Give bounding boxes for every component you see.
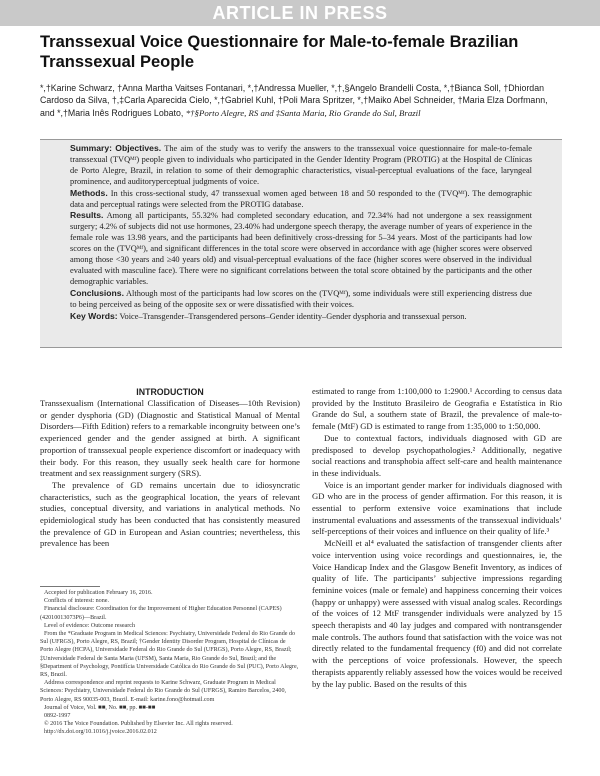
methods-label: Methods. — [70, 187, 108, 198]
footnote-journal: Journal of Voice, Vol. ■■, No. ■■, pp. ■■-■■ — [44, 704, 156, 711]
footnote-evidence: Level of evidence: Outcome research — [44, 622, 136, 629]
keywords-label: Key Words: — [70, 310, 118, 321]
footnote-rule — [40, 586, 100, 587]
keywords-text: Voice–Transgender–Transgendered persons–Gender identity–Gender dysphoria and transsexual person. — [119, 311, 467, 321]
article-title: Transsexual Voice Questionnaire for Male-to-female Brazilian Transsexual People — [40, 33, 519, 71]
intro-paragraph-1: Transsexualism (International Classification of Diseases—10th Revision) or gender dysphoria (GD) (Diagnostic and Statistical Manual of Mental Disorders—Fifth Edition) refers to a remarkable incongruity between one’s experienced gender and the gender assigned at birth. A significant proportion of transsexual people experience discomfort or inadequacy with their body. For this reason, they usually seek health care for hormone treatment and sex reassignment surgery (SRS). — [40, 398, 300, 479]
results-text: Among all participants, 55.32% had completed secondary education, and 72.34% had not undergone a sex reassignment surgery; 4.2% of subjects did not use hormones, 23.40% had undergone speech therapy, the average number of years of experience in the female role was 13.98 years, and the participants had been definitively cross-dressing for 5–34 years. Most of the participants had low scores on the (TVQᴹᶠ), and significant differences in the total score were observed in accordance with age (higher scores were observed among those <30 years and ≥40 years old) and visual-perceptual evaluations of the face (higher scores were observed in the individual evaluated with masculine face). There were no significant correlations between the total score obtained by the participants and the other demographic variables. — [70, 211, 532, 286]
footnotes — [40, 586, 300, 737]
summary-label: Summary: — [70, 143, 113, 153]
abstract-methods — [70, 188, 532, 211]
abstract-results — [70, 210, 532, 287]
footnote-affiliations: From the *Graduate Program in Medical Sciences: Psychiatry, Universidade Federal do Rio Grande do Sul (UFRGS), Porto Alegre, RS, Brazil; †Gender Identity Disorder Program, Hospital de Clínicas de Porto Alegre (HCPA), Universidade Federal do Rio Grande do Sul (UFRGS), Porto Alegre, RS, Brazil; ‡Universidade Federal de Santa Maria (UFSM), Santa Maria, Rio Grande do Sul, Brazil; and the §Department of Psychology, Pontifícia Universidade Católica do Rio Grande do Sul (PUC), Porto Alegre, RS, Brazil. — [40, 631, 299, 679]
methods-text: In this cross-sectional study, 47 transsexual women aged between 18 and 50 responded to the (TVQᴹᶠ). The demographic data and perceptual ratings were selected from the PROTIG database. — [70, 188, 532, 209]
right-paragraph-1: estimated to range from 1:100,000 to 1:2900.¹ According to census data provided by the Instituto Brasileiro de Geografia e Estatística in Rio Grande do Sul, a southern state of Brazil, the prevalence of male-to-female (MtF) GD is estimated to range from 1:35,000 to 1:50,000. — [312, 386, 562, 432]
left-column — [40, 386, 300, 550]
right-paragraph-3: Voice is an important gender marker for individuals diagnosed with GD who are in the process of gender affirmation. For this reason, it is essential to perform extensive voice examinations that include instrumental evaluations and assessments of the transsexual individuals’ self-perceptions of their voices and influence on their quality of life.³ — [312, 479, 562, 537]
right-column — [312, 386, 562, 690]
affiliation-text: *†§Porto Alegre, RS and ‡Santa Maria, Rio Grande do Sul, Brazil — [185, 107, 421, 118]
footnote-issn: 0892-1997 — [44, 713, 71, 720]
footnote-doi[interactable]: http://dx.doi.org/10.1016/j.jvoice.2016.02.012 — [44, 729, 157, 736]
footnote-correspondence: Address correspondence and reprint requests to Karine Schwarz, Graduate Program in Medical Sciences: Psychiatry, Universidade Federal do Rio Grande do Sul (UFRGS), Ramiro Barcelos, 2400, Porto Alegre, RS 90035-003, Brazil. E-mail: karine.fono@hotmail.com — [40, 680, 287, 703]
authors-text: *,†Karine Schwarz, †Anna Martha Vaitses Fontanari, *,†Andressa Mueller, *,†,§Angelo Brandelli Costa, *,†Bianca Soll, †Dhiordan Cardoso da Silva, †,‡Carla Aparecida Cielo, *,†Gabriel Kuhl, †Poli Mara Spritzer, *,†Maiko Abel Schneider, †Maria Elza Dorfmann, and *,†Maria Inês Rodrigues Lobato, — [40, 83, 548, 118]
footnote-copyright: © 2016 The Voice Foundation. Published by Elsevier Inc. All rights reserved. — [44, 721, 233, 728]
footnote-financial: Financial disclosure: Coordination for the Improvement of Higher Education Personnel (CAPES) (42010013073P6)—Brazil. — [40, 606, 282, 621]
banner-text: ARTICLE IN PRESS — [212, 3, 388, 23]
objectives-text: The aim of the study was to verify the answers to the transsexual voice questionnaire for male-to-female transsexual (TVQᴹᶠ) people given to individuals who participated in the Gender Identity Program (PROTIG) at the Hospital de Clínicas de Porto Alegre, Brazil, in relation to some of their demographic characteristics, visual-perceptual evaluations of the face, laryngeal prominence, and auditoryperceptual judgments of voice. — [70, 144, 533, 186]
abstract-objectives — [70, 143, 532, 188]
article-in-press-banner — [0, 0, 600, 26]
right-paragraph-4: McNeill et al⁴ evaluated the satisfaction of transgender clients after voice intervention using voice recordings and questionnaires, ie, the Voice Handicap Index and the Glasgow Benefit Inventory, as indices of quality of life. The participants’ subjective impressions regarding feminine voices (male or female) and happiness concerning their voices (happy or unhappy) were assessed with visual analog scales. Recordings of the voices of 12 MtF transgender individuals were analyzed by 15 speech therapists and 40 lay judges and compared with nontransgender male controls. The authors found that satisfaction with the voice was not directly related to the fundamental frequency (f0) and did not correlate with the perceptions of voice professionals. However, the speech therapists apparently reliably assessed how the voices would be received by the lay public. Based on the results of this — [312, 538, 562, 689]
abstract-conclusions — [70, 288, 532, 311]
conclusions-text: Although most of the participants had low scores on the (TVQᴹᶠ), some individuals were still experiencing distress due to being perceived as being of the opposite sex or were dissatisfied with their voices. — [70, 288, 532, 309]
objectives-label: Objectives. — [115, 143, 162, 153]
right-paragraph-2: Due to contextual factors, individuals diagnosed with GD are predisposed to develop psychopathologies.² Additionally, negative social reactions and transphobia affect self-care and health maintenance in these individuals. — [312, 432, 562, 478]
abstract-keywords — [70, 311, 532, 323]
footnote-accepted: Accepted for publication February 16, 2016. — [44, 590, 153, 596]
conclusions-label: Conclusions. — [70, 287, 124, 298]
results-label: Results. — [70, 210, 104, 221]
abstract-box — [40, 139, 562, 348]
footnote-conflicts: Conflicts of interest: none. — [44, 598, 109, 605]
introduction-heading: INTRODUCTION — [136, 387, 204, 397]
author-list — [40, 82, 562, 119]
intro-paragraph-2: The prevalence of GD remains uncertain due to idiosyncratic characteristics, such as the geographical location, the years of relevant studies, conceptual diversity, and variations in analytical methods. No epidemiological study has been conducted that has consistently measured the prevalence of GD in European and Asian countries; nevertheless, this prevalence has been — [40, 479, 300, 549]
